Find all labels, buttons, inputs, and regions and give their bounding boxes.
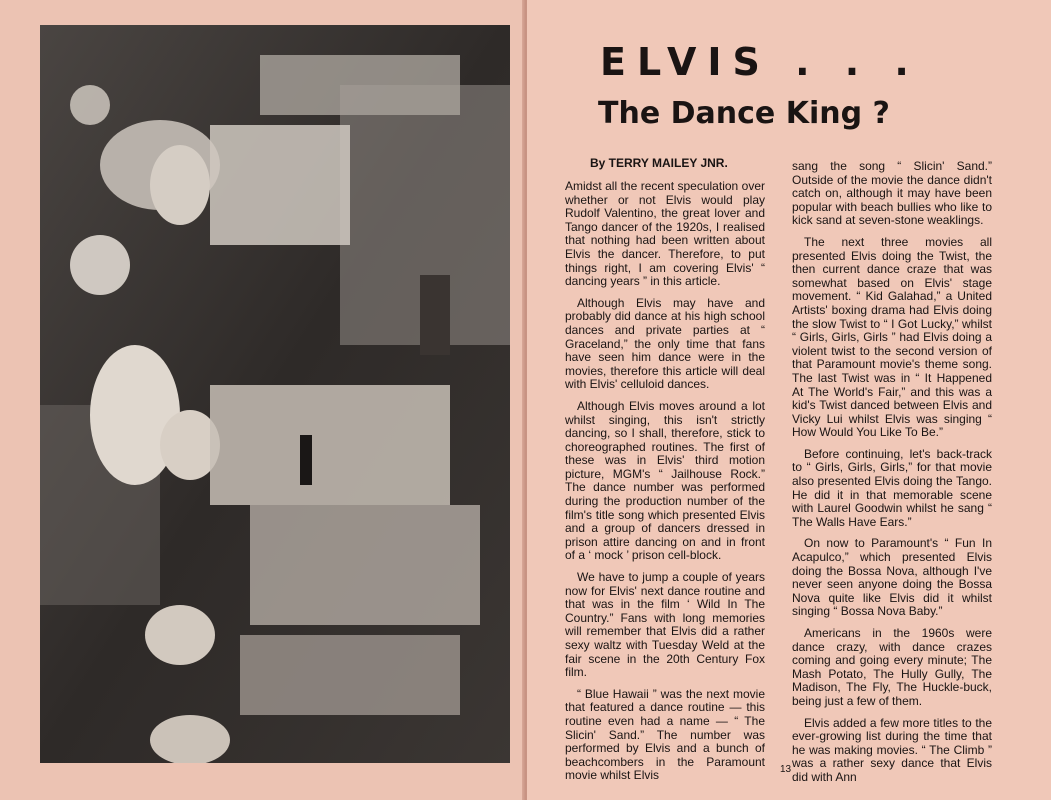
paragraph: Elvis added a few more titles to the ever-growing list during the time that he was making movies. “ The Climb ” was a rather sexy dance that Elvis did with Ann [792,715,992,784]
text-column-1 [565,180,765,791]
left-page [0,0,525,800]
paragraph: On now to Paramount's “ Fun In Acapulco,” which presented Elvis doing the Bossa Nova, although I've never seen anyone doing the Bossa Nova quite like Elvis did it whilst singing “ Bossa Nova Baby.” [792,536,992,619]
page-number: 13 [780,764,792,775]
paragraph: sang the song “ Slicin' Sand.” Outside of the movie the dance didn't catch on, although it may have been popular with beach bullies who like to kick sand at seven-stone weaklings. [792,159,992,228]
byline: By TERRY MAILEY JNR. [590,156,728,170]
text-column-2 [792,160,992,793]
paragraph: Amidst all the recent speculation over whether or not Elvis would play Rudolf Valentino, the great lover and Tango dancer of the 1920s, I realised that nothing had been written about Elvis the dancer. Therefore, to put things right, I am covering Elvis' “ dancing years ” in this article. [565,179,765,289]
photo-illustration [40,25,510,763]
paragraph: Although Elvis moves around a lot whilst singing, this isn't strictly dancing, so I shall, therefore, stick to choreographed routines. The first of these was in Elvis' third motion picture, MGM's “ Jailhouse Rock.” The dance number was performed during the production number of the film's title song which presented Elvis and a group of dancers dressed in prison attire dancing on and in front of a ‘ mock ’ prison cell-block. [565,398,765,563]
article-subtitle: The Dance King ? [598,96,890,131]
paragraph: “ Blue Hawaii ” was the next movie that featured a dance routine — this routine even had a name — “ The Slicin' Sand.” The number was performed by Elvis and a bunch of beachcombers in the Paramount movie whilst Elvis [565,686,765,783]
paragraph: The next three movies all presented Elvis doing the Twist, the then current dance craze that was somewhat based on Elvis' stage movement. “ Kid Galahad,” a United Artists' boxing drama had Elvis doing the slow Twist to “ I Got Lucky,” whilst “ Girls, Girls, Girls ” had Elvis doing a violent twist to the second version of that Paramount movie's theme song. The last Twist was in “ It Happened At The World's Fair,” and this was a kid's Twist danced between Elvis and Vicky Lui whilst Elvis was singing “ How Would You Like To Be.” [792,234,992,440]
paragraph: Before continuing, let's back-track to “ Girls, Girls, Girls,” for that movie also presented Elvis doing the Tango. He did it in that memorable scene with Laurel Goodwin whilst he sang “ The Walls Have Ears.” [792,446,992,529]
paragraph: Americans in the 1960s were dance crazy, with dance crazes coming and going every minute; The Mash Potato, The Hully Gully, The Madison, The Fly, The Huckle-buck, being just a few of them. [792,626,992,708]
article-title: ELVIS . . . [600,40,920,84]
movie-still-photo [40,25,510,763]
paragraph: We have to jump a couple of years now for Elvis' next dance routine and that was in the film ‘ Wild In The Country.” Fans with long memories will remember that Elvis did a rather sexy waltz with Tuesday Weld at the fair scene in the 20th Century Fox film. [565,570,765,680]
paragraph: Although Elvis may have and probably did dance at his high school dances and private parties at “ Graceland,” the only time that fans have seen him dance were in the movies, therefore this article will deal with Elvis' celluloid dances. [565,295,765,392]
